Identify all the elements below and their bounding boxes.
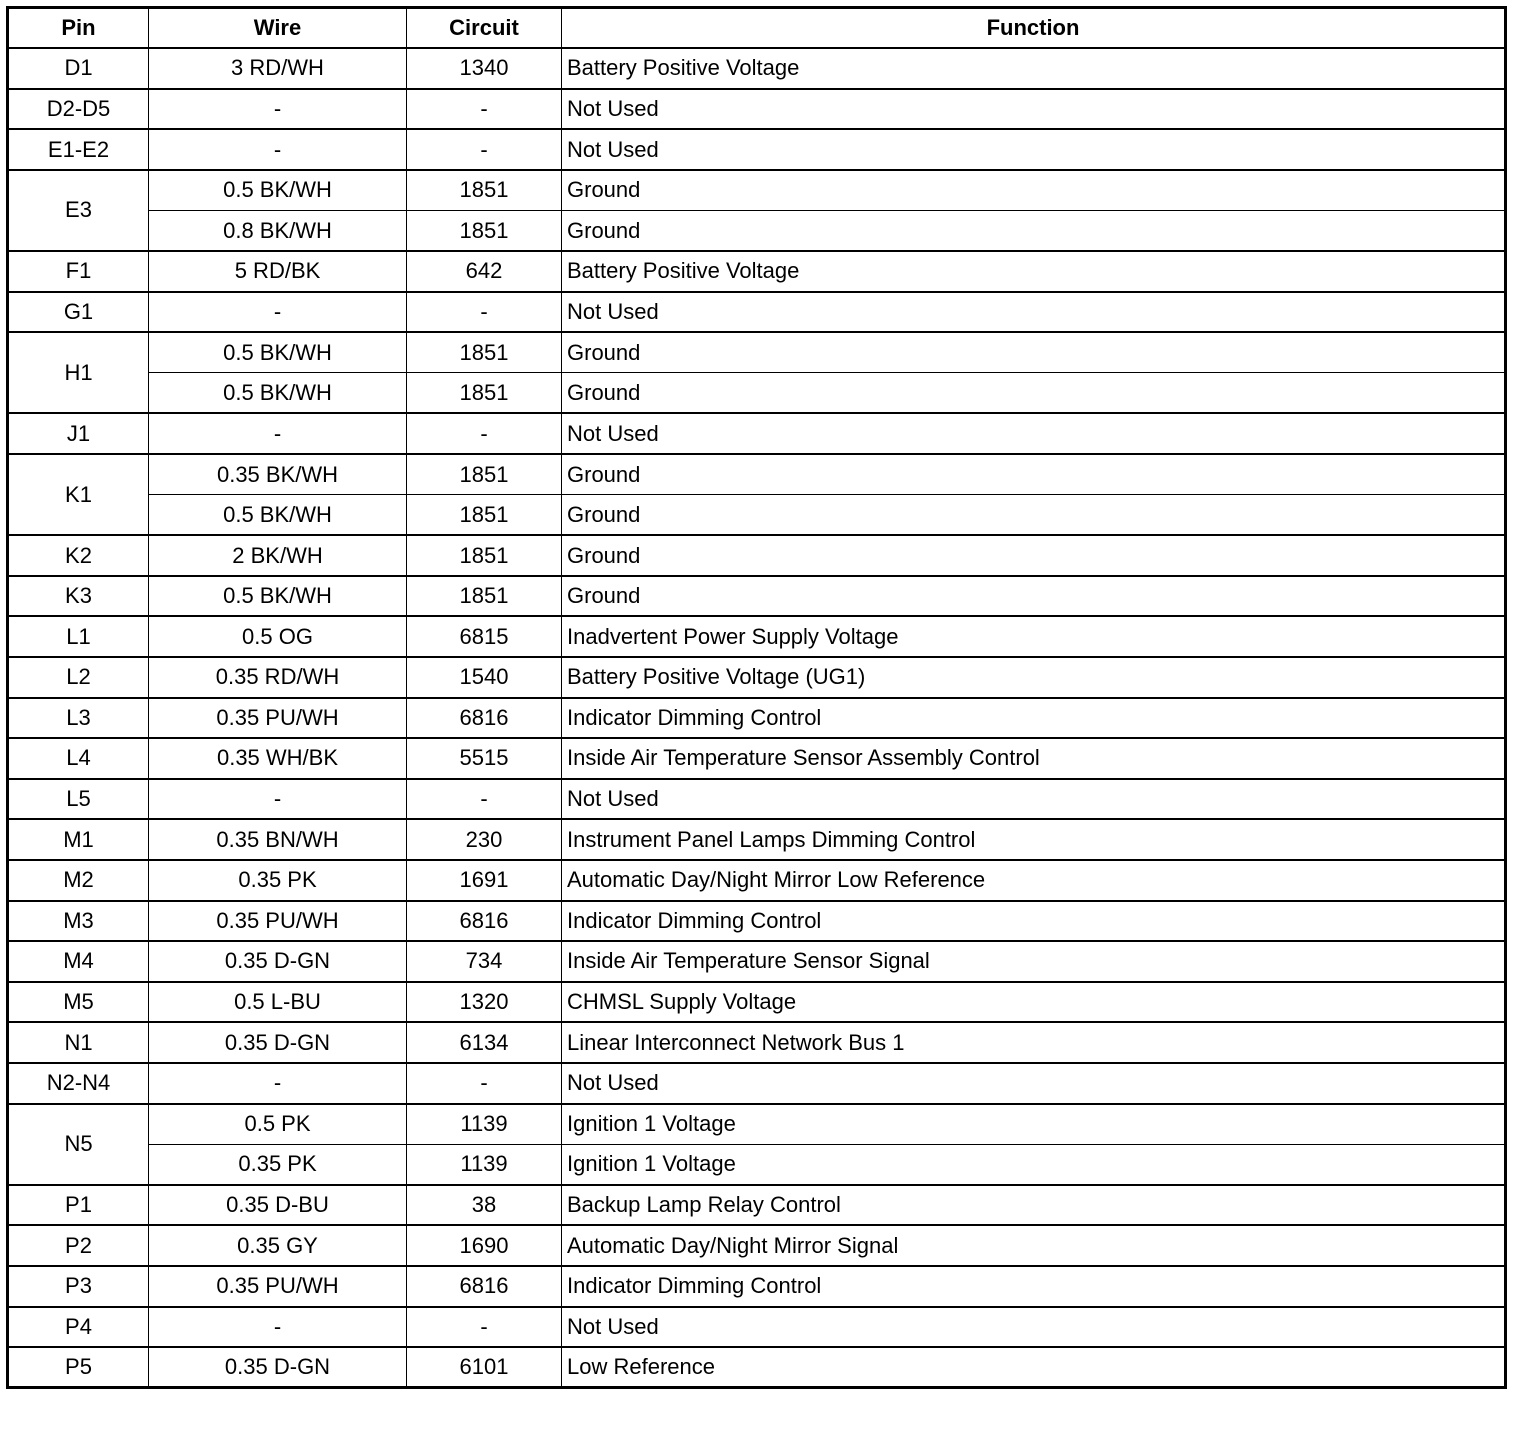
cell-function: Ground: [562, 495, 1506, 536]
cell-function: Ground: [562, 576, 1506, 617]
cell-pin: P3: [8, 1266, 149, 1307]
cell-function: Indicator Dimming Control: [562, 901, 1506, 942]
cell-function: Ignition 1 Voltage: [562, 1144, 1506, 1185]
cell-pin: E3: [8, 170, 149, 251]
cell-function: Backup Lamp Relay Control: [562, 1185, 1506, 1226]
cell-function: Ground: [562, 454, 1506, 495]
table-row: [8, 210, 1506, 251]
table-row: [8, 1144, 1506, 1185]
cell-wire: -: [149, 1063, 407, 1104]
cell-wire: 0.35 RD/WH: [149, 657, 407, 698]
table-row: [8, 292, 1506, 333]
cell-circuit: 1139: [407, 1104, 562, 1145]
header-function: Function: [562, 8, 1506, 49]
cell-pin: J1: [8, 413, 149, 454]
cell-wire: 0.35 D-GN: [149, 1022, 407, 1063]
table-row: [8, 982, 1506, 1023]
table-row: [8, 495, 1506, 536]
cell-circuit: 1139: [407, 1144, 562, 1185]
cell-circuit: 1340: [407, 48, 562, 89]
cell-pin: G1: [8, 292, 149, 333]
cell-pin: P5: [8, 1347, 149, 1388]
cell-wire: -: [149, 89, 407, 130]
cell-function: Battery Positive Voltage (UG1): [562, 657, 1506, 698]
table-row: [8, 901, 1506, 942]
table-row: [8, 1104, 1506, 1145]
cell-function: Low Reference: [562, 1347, 1506, 1388]
cell-circuit: 1690: [407, 1225, 562, 1266]
connector-pinout-table: [6, 6, 1507, 1389]
cell-wire: -: [149, 779, 407, 820]
cell-function: Ground: [562, 210, 1506, 251]
table-row: [8, 129, 1506, 170]
cell-pin: M3: [8, 901, 149, 942]
table-row: [8, 698, 1506, 739]
cell-circuit: 6134: [407, 1022, 562, 1063]
cell-wire: 0.35 D-GN: [149, 941, 407, 982]
cell-wire: 0.8 BK/WH: [149, 210, 407, 251]
cell-circuit: -: [407, 89, 562, 130]
cell-wire: 0.35 GY: [149, 1225, 407, 1266]
cell-pin: M4: [8, 941, 149, 982]
table-row: [8, 170, 1506, 211]
cell-wire: 0.35 BN/WH: [149, 819, 407, 860]
cell-pin: D1: [8, 48, 149, 89]
cell-circuit: -: [407, 779, 562, 820]
cell-pin: N5: [8, 1104, 149, 1185]
cell-wire: -: [149, 129, 407, 170]
cell-circuit: 1851: [407, 576, 562, 617]
cell-wire: 2 BK/WH: [149, 535, 407, 576]
cell-circuit: 1851: [407, 495, 562, 536]
cell-function: Not Used: [562, 89, 1506, 130]
cell-function: CHMSL Supply Voltage: [562, 982, 1506, 1023]
cell-wire: 3 RD/WH: [149, 48, 407, 89]
cell-wire: -: [149, 292, 407, 333]
cell-wire: 0.35 BK/WH: [149, 454, 407, 495]
table-row: [8, 1266, 1506, 1307]
cell-wire: 0.5 BK/WH: [149, 495, 407, 536]
cell-circuit: -: [407, 1307, 562, 1348]
cell-pin: P2: [8, 1225, 149, 1266]
table-row: [8, 251, 1506, 292]
cell-wire: -: [149, 413, 407, 454]
cell-circuit: 1320: [407, 982, 562, 1023]
cell-wire: 0.5 L-BU: [149, 982, 407, 1023]
cell-circuit: 6816: [407, 901, 562, 942]
cell-function: Ignition 1 Voltage: [562, 1104, 1506, 1145]
cell-circuit: 734: [407, 941, 562, 982]
cell-circuit: 6101: [407, 1347, 562, 1388]
cell-circuit: 1851: [407, 170, 562, 211]
cell-circuit: 6816: [407, 1266, 562, 1307]
cell-circuit: 5515: [407, 738, 562, 779]
cell-circuit: 642: [407, 251, 562, 292]
table-row: [8, 89, 1506, 130]
cell-pin: M1: [8, 819, 149, 860]
cell-function: Not Used: [562, 292, 1506, 333]
cell-pin: K2: [8, 535, 149, 576]
cell-circuit: 230: [407, 819, 562, 860]
table-row: [8, 1185, 1506, 1226]
cell-wire: 0.35 PU/WH: [149, 1266, 407, 1307]
cell-pin: F1: [8, 251, 149, 292]
cell-function: Ground: [562, 170, 1506, 211]
cell-function: Automatic Day/Night Mirror Low Reference: [562, 860, 1506, 901]
cell-function: Linear Interconnect Network Bus 1: [562, 1022, 1506, 1063]
table-row: [8, 860, 1506, 901]
table-row: [8, 454, 1506, 495]
table-body: [8, 48, 1506, 1388]
cell-pin: N1: [8, 1022, 149, 1063]
cell-wire: 0.35 PU/WH: [149, 698, 407, 739]
table-row: [8, 1225, 1506, 1266]
cell-function: Indicator Dimming Control: [562, 1266, 1506, 1307]
table-row: [8, 819, 1506, 860]
cell-wire: 0.5 BK/WH: [149, 170, 407, 211]
cell-wire: 0.5 BK/WH: [149, 576, 407, 617]
table-row: [8, 576, 1506, 617]
cell-circuit: 1851: [407, 210, 562, 251]
cell-pin: D2-D5: [8, 89, 149, 130]
cell-pin: L5: [8, 779, 149, 820]
table-row: [8, 1347, 1506, 1388]
cell-circuit: 38: [407, 1185, 562, 1226]
cell-wire: -: [149, 1307, 407, 1348]
cell-circuit: 1851: [407, 373, 562, 414]
cell-circuit: 1540: [407, 657, 562, 698]
cell-circuit: -: [407, 413, 562, 454]
cell-pin: K1: [8, 454, 149, 535]
cell-pin: L2: [8, 657, 149, 698]
cell-wire: 0.35 WH/BK: [149, 738, 407, 779]
table-row: [8, 373, 1506, 414]
table-row: [8, 48, 1506, 89]
table-row: [8, 413, 1506, 454]
cell-circuit: 1851: [407, 332, 562, 373]
cell-circuit: -: [407, 1063, 562, 1104]
cell-pin: H1: [8, 332, 149, 413]
cell-wire: 0.5 BK/WH: [149, 373, 407, 414]
cell-circuit: 6815: [407, 616, 562, 657]
table-row: [8, 738, 1506, 779]
table-row: [8, 332, 1506, 373]
cell-function: Ground: [562, 373, 1506, 414]
table-row: [8, 657, 1506, 698]
cell-wire: 0.35 D-BU: [149, 1185, 407, 1226]
cell-wire: 0.35 PK: [149, 860, 407, 901]
cell-circuit: 1691: [407, 860, 562, 901]
cell-circuit: 6816: [407, 698, 562, 739]
cell-function: Inside Air Temperature Sensor Assembly Control: [562, 738, 1506, 779]
cell-circuit: -: [407, 292, 562, 333]
cell-function: Not Used: [562, 1307, 1506, 1348]
cell-function: Inside Air Temperature Sensor Signal: [562, 941, 1506, 982]
cell-function: Ground: [562, 535, 1506, 576]
cell-pin: L4: [8, 738, 149, 779]
cell-function: Not Used: [562, 779, 1506, 820]
cell-circuit: 1851: [407, 535, 562, 576]
cell-pin: L3: [8, 698, 149, 739]
cell-pin: K3: [8, 576, 149, 617]
cell-wire: 0.5 OG: [149, 616, 407, 657]
cell-pin: M5: [8, 982, 149, 1023]
table-row: [8, 1022, 1506, 1063]
table-row: [8, 779, 1506, 820]
cell-function: Automatic Day/Night Mirror Signal: [562, 1225, 1506, 1266]
cell-function: Inadvertent Power Supply Voltage: [562, 616, 1506, 657]
cell-wire: 0.5 PK: [149, 1104, 407, 1145]
header-row: [8, 8, 1506, 49]
cell-function: Not Used: [562, 1063, 1506, 1104]
cell-wire: 5 RD/BK: [149, 251, 407, 292]
cell-pin: P1: [8, 1185, 149, 1226]
table-row: [8, 941, 1506, 982]
cell-wire: 0.35 D-GN: [149, 1347, 407, 1388]
cell-wire: 0.35 PK: [149, 1144, 407, 1185]
cell-wire: 0.5 BK/WH: [149, 332, 407, 373]
cell-pin: E1-E2: [8, 129, 149, 170]
cell-function: Not Used: [562, 129, 1506, 170]
table-row: [8, 535, 1506, 576]
header-circuit: Circuit: [407, 8, 562, 49]
table-row: [8, 616, 1506, 657]
cell-function: Indicator Dimming Control: [562, 698, 1506, 739]
cell-wire: 0.35 PU/WH: [149, 901, 407, 942]
cell-function: Battery Positive Voltage: [562, 48, 1506, 89]
table-row: [8, 1307, 1506, 1348]
cell-function: Instrument Panel Lamps Dimming Control: [562, 819, 1506, 860]
cell-circuit: 1851: [407, 454, 562, 495]
cell-pin: N2-N4: [8, 1063, 149, 1104]
cell-pin: P4: [8, 1307, 149, 1348]
cell-pin: L1: [8, 616, 149, 657]
header-wire: Wire: [149, 8, 407, 49]
cell-function: Ground: [562, 332, 1506, 373]
table-row: [8, 1063, 1506, 1104]
cell-pin: M2: [8, 860, 149, 901]
cell-circuit: -: [407, 129, 562, 170]
header-pin: Pin: [8, 8, 149, 49]
cell-function: Not Used: [562, 413, 1506, 454]
cell-function: Battery Positive Voltage: [562, 251, 1506, 292]
